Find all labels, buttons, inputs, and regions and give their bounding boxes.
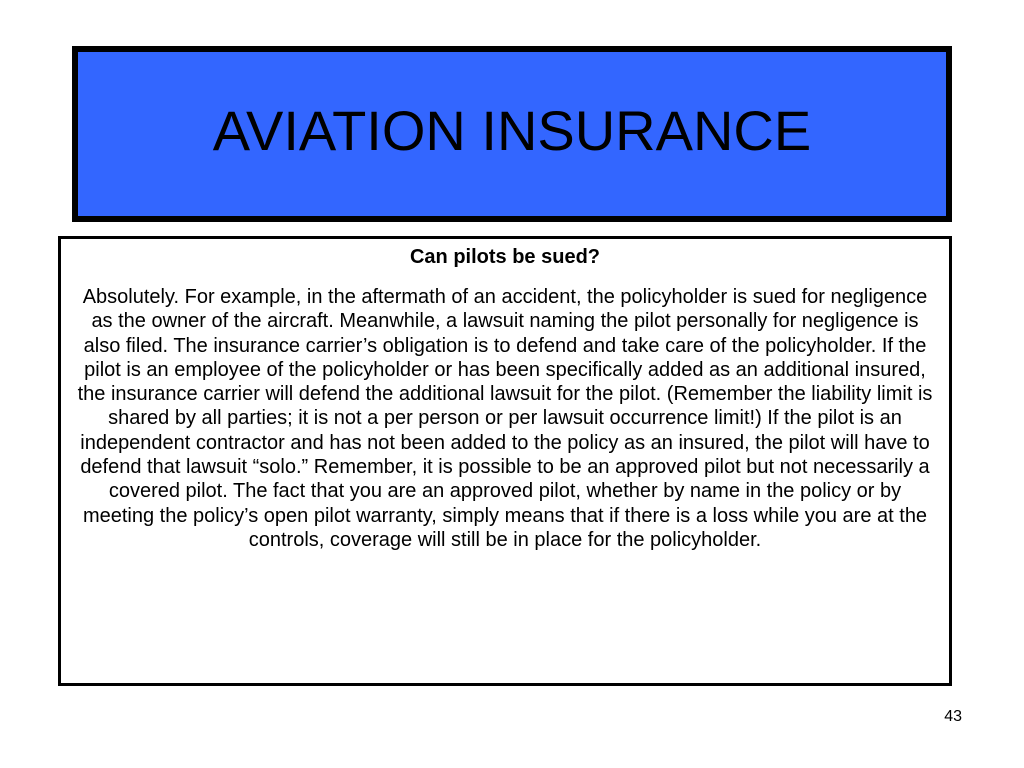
question-heading: Can pilots be sued? — [409, 246, 601, 268]
content-panel — [58, 236, 952, 686]
answer-paragraph: Absolutely. For example, in the aftermath of an accident, the policyholder is sued for negligence as the owner of the aircraft. Meanwhile, a lawsuit naming the pilot personally for negligence is also filed. The insurance carrier’s obligation is to defend and take care of the policyholder. If the pilot is an employee of the policyholder or has been specifically added as an additional insured, the insurance carrier will defend the additional lawsuit for the pilot. (Remember the liability limit is shared by all parties; it is not a per person or per lawsuit occurrence limit!) If the pilot is an independent contractor and has not been added to the policy as an insured, the pilot will have to defend that lawsuit “solo.” Remember, it is possible to be an approved pilot but not necessarily a covered pilot. The fact that you are an approved pilot, whether by name in the policy or by meeting the policy’s open pilot warranty, simply means that if there is a loss while you are at the controls, coverage will still be in place for the policyholder. — [77, 286, 933, 551]
slide-number: 43 — [944, 708, 962, 725]
slide-title: AVIATION INSURANCE — [212, 99, 812, 162]
title-banner — [72, 46, 952, 222]
